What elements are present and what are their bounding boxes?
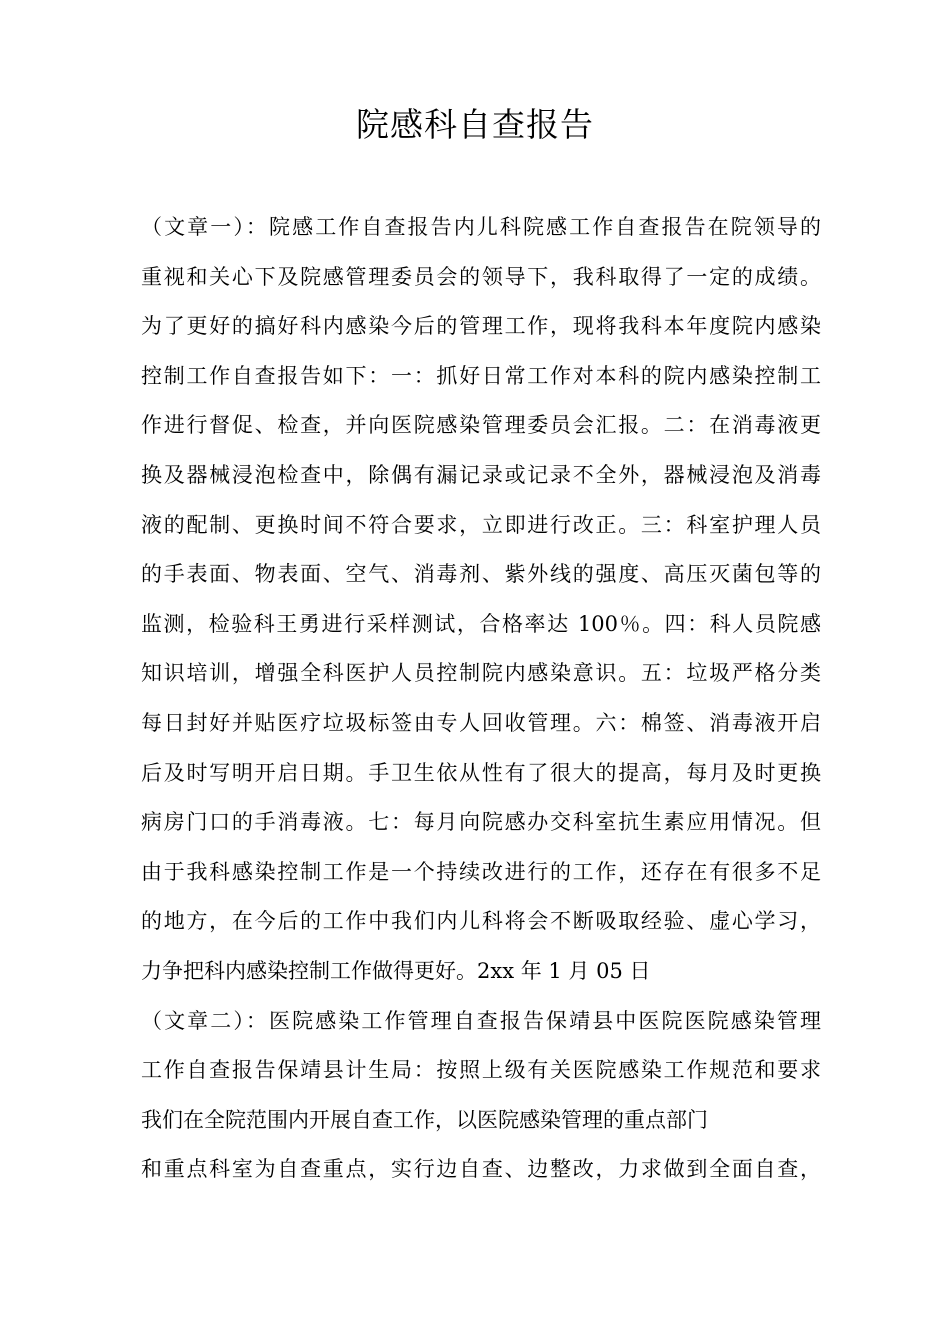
document-body	[141, 203, 821, 1195]
paragraph-line: 病房门口的手消毒液。七：每月向院感办交科室抗生素应用情况。但	[141, 810, 821, 835]
paragraph-line: 重视和关心下及院感管理委员会的领导下，我科取得了一定的成绩。	[141, 264, 821, 289]
paragraph-line: 液的配制、更换时间不符合要求，立即进行改正。三：科室护理人员	[141, 512, 821, 537]
paragraph-line: 的地方，在今后的工作中我们内儿科将会不断吸取经验、虚心学习，	[141, 909, 821, 934]
paragraph-line: 作进行督促、检查，并向医院感染管理委员会汇报。二：在消毒液更	[141, 413, 821, 438]
paragraph-line: 换及器械浸泡检查中，除偶有漏记录或记录不全外，器械浸泡及消毒	[141, 462, 821, 487]
paragraph-line: 我们在全院范围内开展自查工作，以医院感染管理的重点部门	[141, 1107, 708, 1132]
paragraph-line: 的手表面、物表面、空气、消毒剂、紫外线的强度、高压灭菌包等的	[141, 562, 821, 587]
paragraph-line: 工作自查报告保靖县计生局：按照上级有关医院感染工作规范和要求	[141, 1058, 821, 1083]
paragraph-line-date: 力争把科内感染控制工作做得更好。2xx 年 1 月 05 日	[141, 958, 651, 983]
paragraph-line: 为了更好的搞好科内感染今后的管理工作，现将我科本年度院内感染	[141, 314, 821, 339]
paragraph-line: 知识培训，增强全科医护人员控制院内感染意识。五：垃圾严格分类	[141, 661, 821, 686]
paragraph-line: （文章二）：医院感染工作管理自查报告保靖县中医院医院感染管理	[141, 1008, 821, 1033]
document-title: 院感科自查报告	[356, 105, 594, 144]
paragraph-line: 监测，检验科王勇进行采样测试，合格率达 100％。四：科人员院感	[141, 611, 821, 636]
paragraph-line: 由于我科感染控制工作是一个持续改进行的工作，还存在有很多不足	[141, 859, 821, 884]
paragraph-line: 每日封好并贴医疗垃圾标签由专人回收管理。六：棉签、消毒液开启	[141, 710, 821, 735]
paragraph-line: 控制工作自查报告如下：一：抓好日常工作对本科的院内感染控制工	[141, 363, 821, 388]
paragraph-line: 后及时写明开启日期。手卫生依从性有了很大的提高，每月及时更换	[141, 760, 821, 785]
paragraph-line: 和重点科室为自查重点，实行边自查、边整改，力求做到全面自查，	[141, 1157, 821, 1182]
paragraph-line: （文章一）：院感工作自查报告内儿科院感工作自查报告在院领导的	[141, 215, 821, 239]
